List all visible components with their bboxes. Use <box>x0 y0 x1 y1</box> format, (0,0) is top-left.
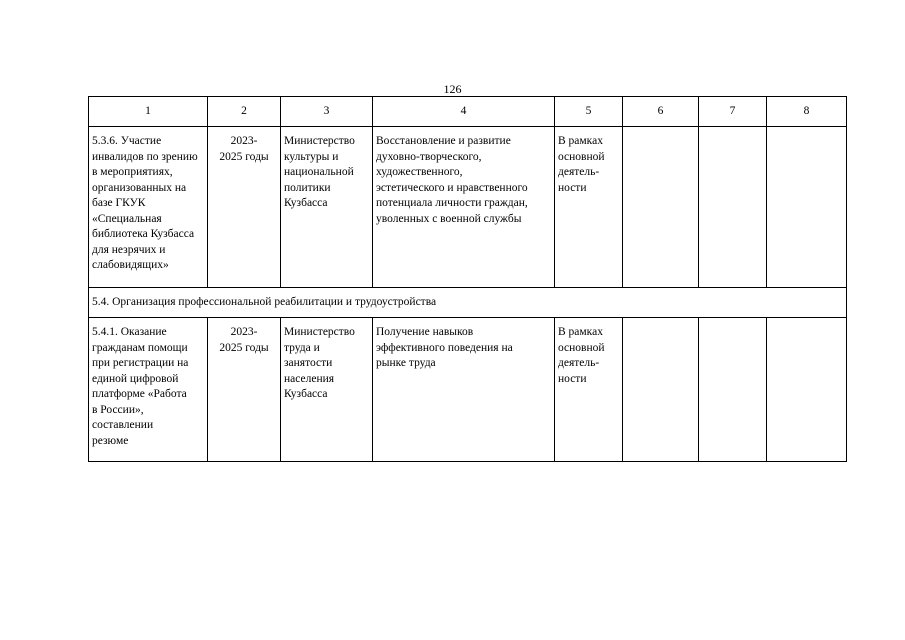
funding-cell: В рамках основной деятель- ности <box>558 326 605 385</box>
empty-cell <box>699 318 767 462</box>
column-header: 1 <box>89 97 208 127</box>
section-heading: 5.4. Организация профессиональной реабилитации и трудоустройства <box>89 288 847 318</box>
column-header: 4 <box>373 97 555 127</box>
column-header: 7 <box>699 97 767 127</box>
table-header-row <box>89 97 847 127</box>
page-number: 126 <box>443 82 462 96</box>
column-header: 2 <box>208 97 281 127</box>
plan-table <box>88 96 847 462</box>
result-cell: Восстановление и развитие духовно-творческого, художественного, эстетического и нравственного потенциала личности граждан, уволенных с военной службы <box>376 135 528 225</box>
column-header: 6 <box>623 97 699 127</box>
table-row <box>89 127 847 288</box>
column-header: 3 <box>281 97 373 127</box>
empty-cell <box>623 127 699 288</box>
period-cell: 2023- 2025 годы <box>219 326 269 354</box>
column-header: 5 <box>555 97 623 127</box>
measure-cell: 5.3.6. Участие инвалидов по зрению в мероприятиях, организованных на базе ГКУК «Специальная библиотека Кузбасса для незрячих и слабовидящих» <box>92 135 198 271</box>
empty-cell <box>623 318 699 462</box>
empty-cell <box>767 318 847 462</box>
funding-cell: В рамках основной деятель- ности <box>558 135 605 194</box>
result-cell: Получение навыков эффективного поведения на рынке труда <box>376 326 513 369</box>
executor-cell: Министерство труда и занятости населения Кузбасса <box>284 326 355 400</box>
column-header: 8 <box>767 97 847 127</box>
table-row <box>89 318 847 462</box>
executor-cell: Министерство культуры и национальной политики Кузбасса <box>284 135 355 209</box>
period-cell: 2023- 2025 годы <box>219 135 269 163</box>
section-heading-row <box>89 288 847 318</box>
empty-cell <box>767 127 847 288</box>
measure-cell: 5.4.1. Оказание гражданам помощи при регистрации на единой цифровой платформе «Работа в России», составлении резюме <box>92 326 189 447</box>
empty-cell <box>699 127 767 288</box>
